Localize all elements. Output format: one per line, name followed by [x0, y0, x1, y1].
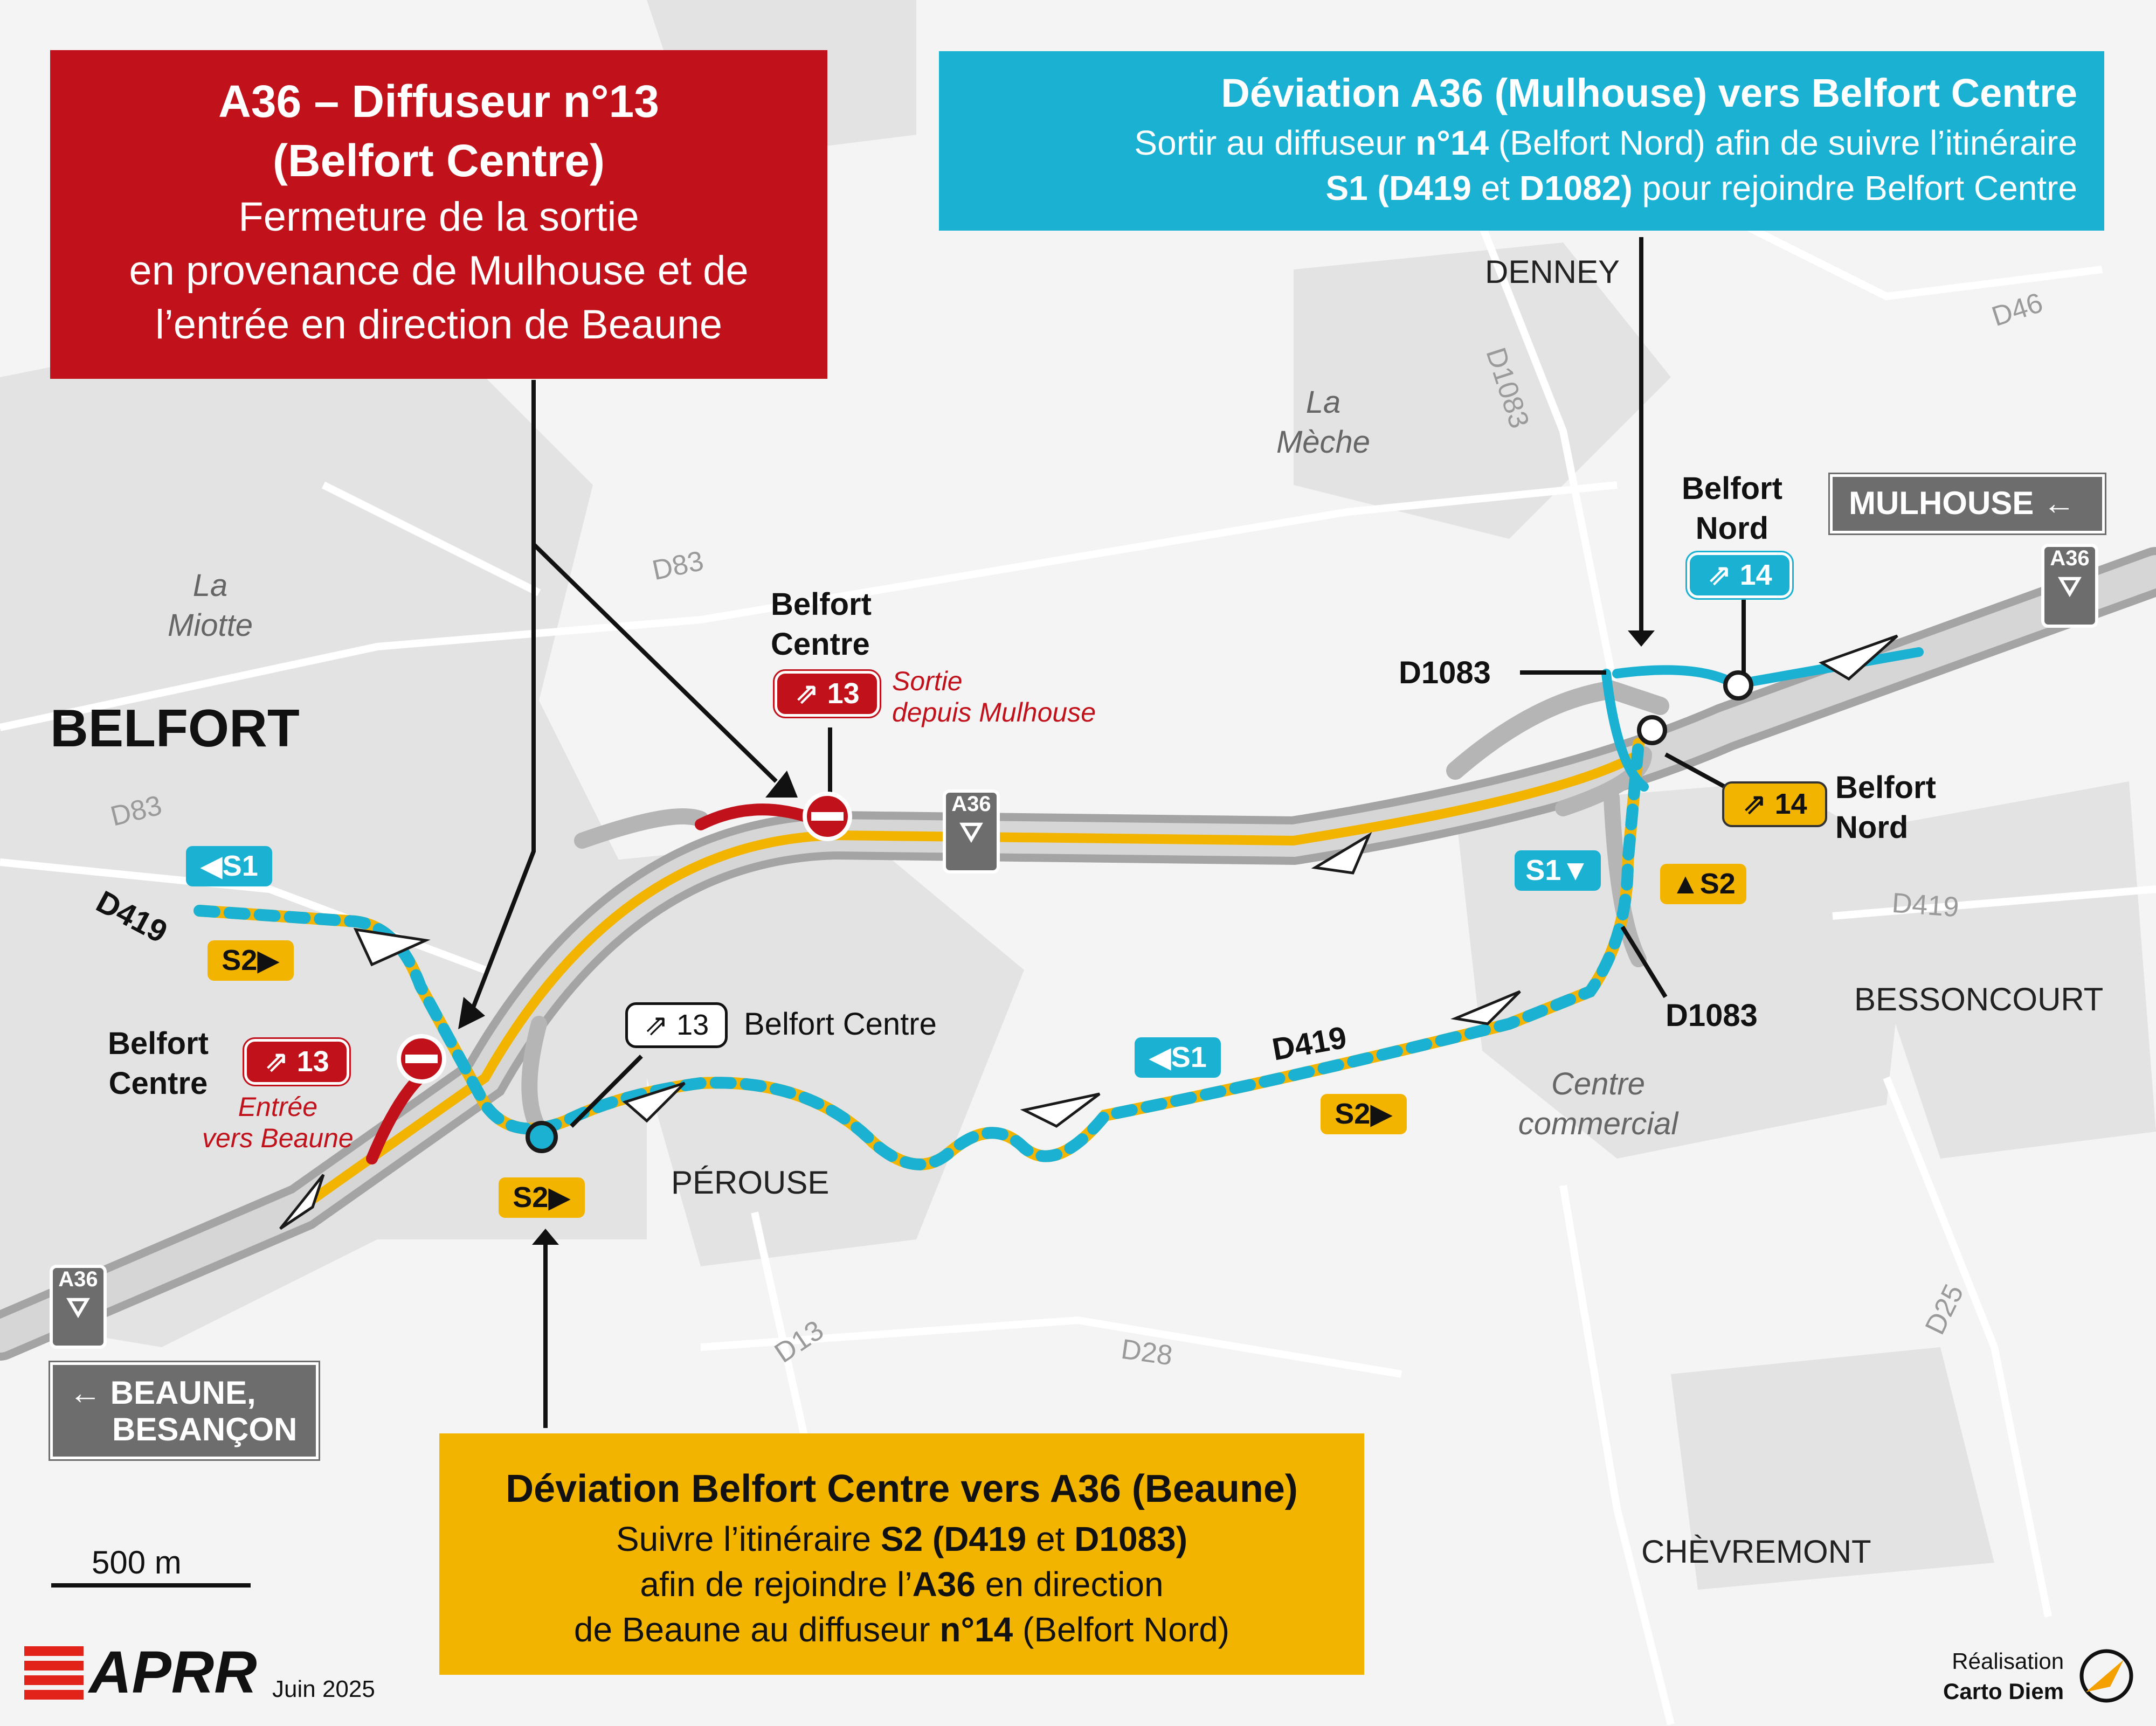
exit-13-badge-left: ⇗ 13	[244, 1039, 349, 1085]
deviation-s2-panel	[439, 1433, 1364, 1675]
city-label-belfort: BELFORT	[50, 698, 300, 758]
motorway-icon: ⛛	[2058, 571, 2082, 602]
arrow-left-icon: ←	[69, 1375, 110, 1411]
route-s1-badge-right: S1▼	[1515, 850, 1601, 891]
road-label-d46: D46	[1988, 287, 2047, 333]
exit-icon: ⇗	[264, 1045, 297, 1078]
aprr-logo: APRR	[89, 1639, 257, 1706]
route-s1-badge-mid: ◀S1	[1135, 1037, 1221, 1078]
map-date: Juin 2025	[272, 1676, 375, 1702]
deviation-s2-line-3: afin de rejoindre l’A36 en direction	[640, 1565, 1164, 1604]
exit-label-belfort-centre-white: Belfort Centre	[744, 1007, 937, 1042]
deviation-s2-line-4: de Beaune au diffuseur n°14 (Belfort Nord)	[573, 1610, 1230, 1649]
place-label-la-miotte: La Miotte	[168, 568, 253, 643]
arrow-right-icon: ▶	[257, 944, 280, 976]
exit-13-badge-white: ⇗ 13	[625, 1002, 728, 1048]
deviation-s1-line-3: S1 (D419 et D1082) pour rejoindre Belfort Centre	[1325, 169, 2077, 207]
closure-line-3: Fermeture de la sortie	[238, 194, 639, 240]
deviation-s2-line-2: Suivre l’itinéraire S2 (D419 et D1083)	[616, 1520, 1188, 1558]
route-s1-badge-left: ◀S1	[186, 846, 272, 886]
road-label-d1083-vertical: D1083	[1480, 344, 1535, 432]
exit-label-belfort-nord-right: Belfort Nord	[1835, 770, 1936, 845]
exit-label-belfort-centre-left: Belfort Centre	[108, 1026, 209, 1101]
exit-icon: ⇗	[644, 1009, 677, 1041]
route-s2-badge-bottom: S2▶	[499, 1177, 585, 1218]
road-label-d13: D13	[769, 1314, 830, 1369]
deviation-s1-panel	[939, 51, 2104, 231]
deviation-s1-line-2: Sortir au diffuseur n°14 (Belfort Nord) afin de suivre l’itinéraire	[1134, 123, 2077, 162]
road-label-d419-left: D419	[91, 884, 174, 950]
town-label-denney: DENNEY	[1485, 254, 1620, 290]
closure-line-5: l’entrée en direction de Beaune	[155, 302, 723, 348]
motorway-shield-a36-east: A36 ⛛	[2043, 546, 2097, 604]
motorway-shield-a36-centre: A36 ⛛	[944, 792, 998, 849]
town-label-bessoncourt: BESSONCOURT	[1854, 981, 2104, 1017]
route-s2-badge-mid: S2▶	[1321, 1094, 1407, 1134]
exit-icon: ⇗	[794, 677, 827, 710]
road-label-d28: D28	[1119, 1333, 1174, 1372]
exit-14-badge-yellow: ⇗ 14	[1722, 781, 1827, 827]
arrow-left-icon: ◀	[1149, 1041, 1171, 1073]
place-label-la-meche: La Mèche	[1276, 385, 1371, 460]
exit-label-belfort-nord-top: Belfort Nord	[1682, 471, 1782, 546]
motorway-icon: ⛛	[959, 817, 983, 848]
road-label-d419-mid: D419	[1269, 1020, 1350, 1068]
note-entree-vers-beaune: Entrée vers Beaune	[202, 1092, 354, 1153]
motorway-icon: ⛛	[66, 1292, 90, 1323]
route-s2-badge-right: ▲S2	[1660, 864, 1746, 904]
exit-icon: ⇗	[1707, 559, 1740, 591]
exit-13-badge-top: ⇗ 13	[775, 671, 880, 717]
credit-carto-diem: Réalisation Carto Diem	[1943, 1648, 2064, 1704]
exit-label-belfort-centre-top: Belfort Centre	[771, 587, 872, 662]
arrow-left-icon: ◀	[200, 850, 223, 882]
closure-title-2: (Belfort Centre)	[272, 135, 605, 186]
closure-title-1: A36 – Diffuseur n°13	[218, 76, 659, 127]
closure-panel	[50, 50, 827, 379]
road-label-d25: D25	[1919, 1279, 1970, 1340]
exit-icon: ⇗	[1742, 788, 1775, 820]
direction-sign-mulhouse: MULHOUSE ←	[1830, 474, 2105, 533]
closure-line-4: en provenance de Mulhouse et de	[129, 248, 749, 294]
town-label-chevremont: CHÈVREMONT	[1641, 1534, 1871, 1570]
arrow-right-icon: ▶	[548, 1181, 571, 1214]
arrow-down-icon: ▼	[1561, 854, 1590, 886]
deviation-s2-title: Déviation Belfort Centre vers A36 (Beaune)	[506, 1467, 1298, 1510]
scale-label: 500 m	[92, 1544, 182, 1581]
motorway-shield-a36-west: A36 ⛛	[51, 1267, 105, 1325]
place-label-centre-commercial: Centre commercial	[1518, 1066, 1678, 1141]
road-label-d83-left: D83	[107, 789, 165, 833]
road-label-d1083-bottom: D1083	[1666, 998, 1758, 1033]
route-s2-badge-left: S2▶	[208, 940, 294, 981]
road-label-d83-top: D83	[649, 545, 707, 587]
exit-14-badge-blue: ⇗ 14	[1687, 552, 1792, 598]
road-label-d1083-top: D1083	[1399, 655, 1491, 690]
arrow-up-icon: ▲	[1671, 868, 1700, 900]
road-label-d419-right: D419	[1891, 887, 1960, 924]
town-label-perouse: PÉROUSE	[671, 1164, 830, 1201]
deviation-s1-title: Déviation A36 (Mulhouse) vers Belfort Centre	[1221, 71, 2077, 115]
note-sortie-depuis-mulhouse: Sortie depuis Mulhouse	[892, 666, 1096, 727]
direction-sign-beaune: ← BEAUNE, BESANÇON	[50, 1362, 319, 1459]
arrow-right-icon: ▶	[1370, 1098, 1393, 1130]
arrow-left-icon: ←	[2043, 485, 2076, 521]
